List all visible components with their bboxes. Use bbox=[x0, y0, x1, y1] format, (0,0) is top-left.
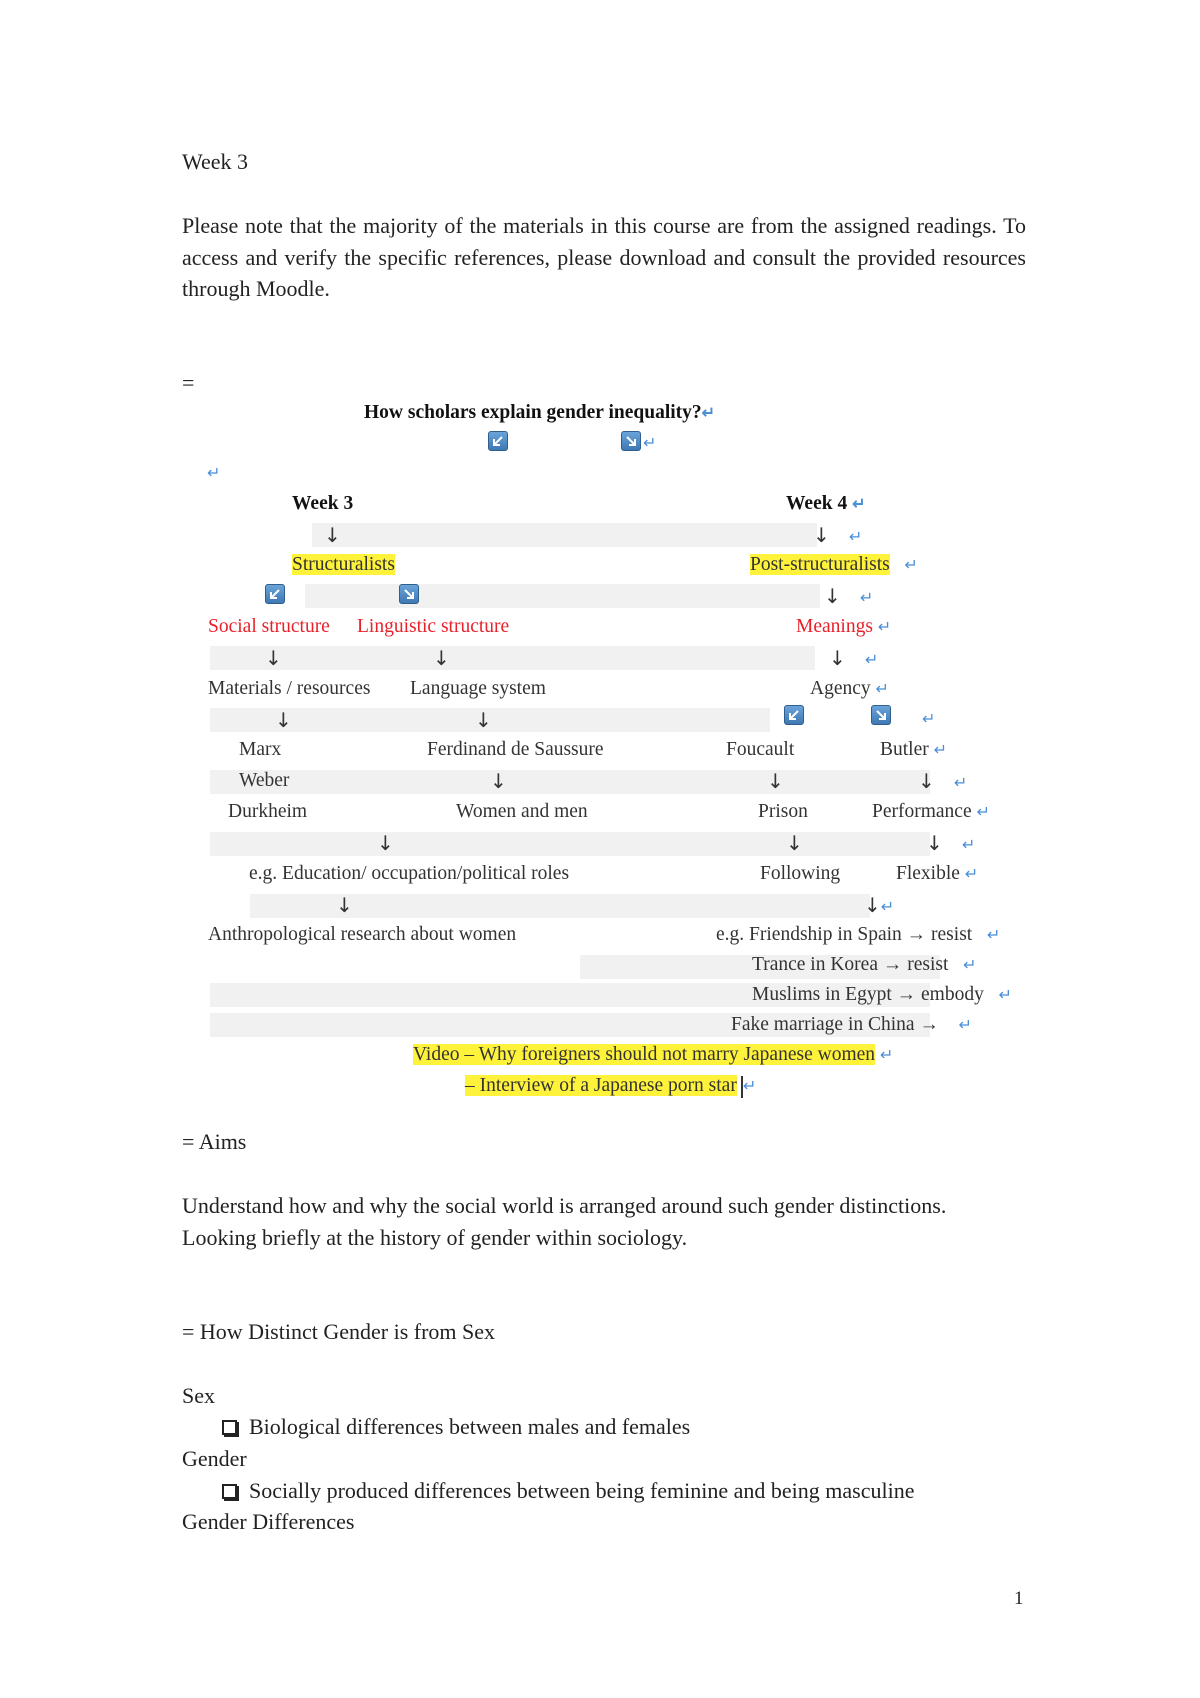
week4-label: Week 4 ↵ bbox=[786, 493, 866, 514]
down-arrow: ↓ bbox=[786, 831, 803, 855]
down-arrow: ↓ bbox=[324, 523, 341, 547]
aims-paragraph: Understand how and why the social world is arranged around such gender distinctions. Looking briefly at the history of gender within sociology. bbox=[182, 1193, 947, 1250]
down-arrow: ↓ ↵ bbox=[829, 646, 879, 670]
materials-resources-label: Materials / resources bbox=[208, 678, 371, 699]
weber-label: Weber bbox=[239, 770, 290, 791]
aims-heading: = Aims bbox=[182, 1129, 247, 1154]
return-mark: ↵ bbox=[643, 435, 657, 452]
performance-label: Performance ↵ bbox=[872, 801, 990, 822]
sex-label: Sex bbox=[182, 1383, 215, 1408]
diagram-cell-shade bbox=[305, 584, 820, 608]
down-arrow: ↓ ↵ bbox=[918, 769, 968, 793]
gender-label: Gender bbox=[182, 1446, 247, 1471]
foucault-label: Foucault bbox=[726, 739, 795, 760]
muslims-example: Muslims in Egypt → embody ↵ bbox=[752, 984, 1012, 1005]
marx-label: Marx bbox=[239, 739, 282, 760]
page-number: 1 bbox=[1014, 1588, 1024, 1609]
down-arrow: ↓ ↵ bbox=[813, 523, 863, 547]
video-line: Video – Why foreigners should not marry Japanese women ↵ bbox=[413, 1044, 894, 1065]
arrow-down-right-icon bbox=[621, 431, 641, 451]
sex-bullet-item: Biological differences between males and females bbox=[222, 1411, 690, 1443]
down-arrow: ↓ bbox=[265, 646, 282, 670]
down-arrow: ↓↵ bbox=[864, 893, 895, 917]
down-arrow: ↓ ↵ bbox=[824, 584, 874, 608]
return-mark: ↵ bbox=[207, 465, 221, 482]
distinct-heading: = How Distinct Gender is from Sex bbox=[182, 1319, 496, 1344]
down-arrow: ↓ bbox=[475, 708, 492, 732]
checkbox-bullet-icon bbox=[222, 1484, 237, 1499]
down-arrow: ↓ bbox=[275, 708, 292, 732]
butler-label: Butler ↵ bbox=[880, 739, 948, 760]
women-and-men-label: Women and men bbox=[456, 801, 588, 822]
diagram-cell-shade bbox=[210, 832, 930, 856]
following-label: Following bbox=[760, 863, 841, 884]
intro-paragraph: Please note that the majority of the materials in this course are from the assigned readings. To access and verify the specific references, please download and consult the provided resources through Moodle. bbox=[182, 213, 1026, 301]
diagram-cell-shade bbox=[312, 523, 817, 547]
agency-label: Agency ↵ bbox=[810, 678, 889, 699]
arrow-down-left-icon bbox=[488, 431, 508, 451]
arrow-down-left-icon bbox=[265, 584, 285, 604]
education-example: e.g. Education/ occupation/political roles bbox=[249, 863, 570, 884]
post-structuralists-label: Post-structuralists ↵ bbox=[750, 554, 918, 575]
week3-label: Week 3 bbox=[292, 493, 354, 514]
arrow-down-right-icon bbox=[871, 705, 891, 725]
flexible-label: Flexible ↵ bbox=[896, 863, 979, 884]
durkheim-label: Durkheim bbox=[228, 801, 308, 822]
down-arrow: ↓ bbox=[377, 831, 394, 855]
diagram-cell-shade bbox=[210, 646, 815, 670]
down-arrow: ↓ bbox=[433, 646, 450, 670]
anthropological-label: Anthropological research about women bbox=[208, 924, 517, 945]
fake-marriage-example: Fake marriage in China → ↵ bbox=[731, 1014, 972, 1035]
diagram-title: How scholars explain gender inequality?↵ bbox=[364, 402, 716, 423]
friendship-example: e.g. Friendship in Spain → resist ↵ bbox=[716, 924, 1001, 945]
interview-line: – Interview of a Japanese porn star ↵ bbox=[465, 1075, 757, 1096]
down-arrow: ↓ bbox=[490, 769, 507, 793]
meanings-label: Meanings ↵ bbox=[796, 616, 892, 637]
trance-example: Trance in Korea → resist ↵ bbox=[752, 954, 977, 975]
checkbox-bullet-icon bbox=[222, 1420, 237, 1435]
return-mark: ↵ bbox=[922, 711, 936, 728]
saussure-label: Ferdinand de Saussure bbox=[427, 739, 604, 760]
arrow-down-right-icon bbox=[399, 584, 419, 604]
down-arrow: ↓ bbox=[336, 893, 353, 917]
week-title: Week 3 bbox=[182, 149, 249, 174]
down-arrow: ↓ ↵ bbox=[926, 831, 976, 855]
structuralists-label: Structuralists bbox=[292, 554, 395, 575]
down-arrow: ↓ bbox=[767, 769, 784, 793]
gender-differences-label: Gender Differences bbox=[182, 1509, 355, 1534]
gender-bullet-item: Socially produced differences between being feminine and being masculine bbox=[222, 1475, 914, 1507]
section-marker: = bbox=[182, 370, 195, 395]
arrow-down-left-icon bbox=[784, 705, 804, 725]
social-structure-label: Social structure bbox=[208, 616, 330, 637]
prison-label: Prison bbox=[758, 801, 808, 822]
language-system-label: Language system bbox=[410, 678, 546, 699]
diagram-cell-shade bbox=[210, 770, 930, 794]
linguistic-structure-label: Linguistic structure bbox=[357, 616, 510, 637]
